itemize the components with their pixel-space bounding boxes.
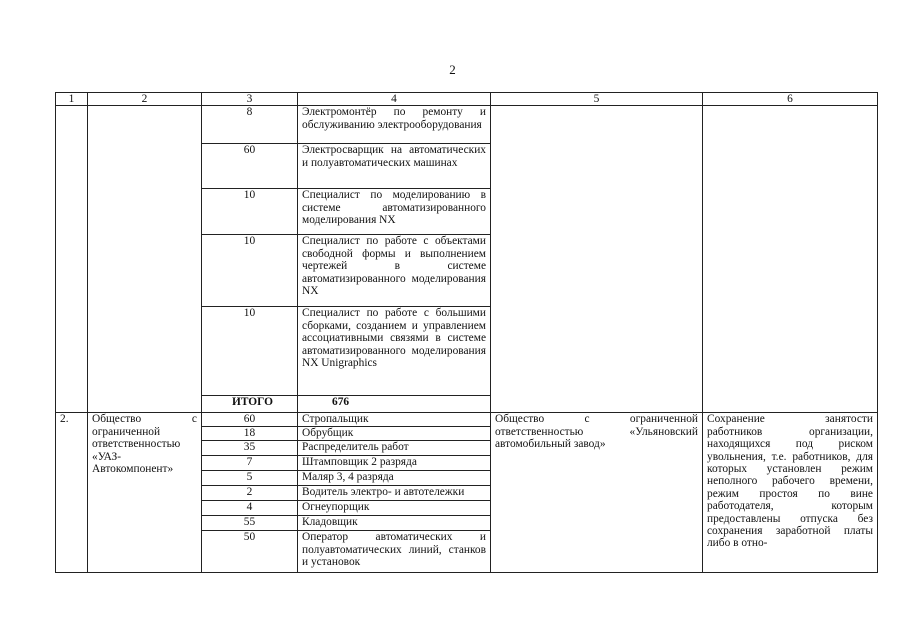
partner-cell [491, 106, 703, 413]
profession-cell: Маляр 3, 4 разряда [298, 471, 491, 486]
count-cell: 2 [202, 486, 298, 501]
count-cell: 60 [202, 144, 298, 189]
profession-cell: Оператор автоматических и полуавтоматических линий, станков и установок [298, 531, 491, 573]
count-cell: 10 [202, 307, 298, 396]
count-cell: 60 [202, 413, 298, 427]
organization-cell: Общество с ограниченной ответственностью «УАЗ-Автокомпонент» [88, 413, 202, 573]
organization-cell [88, 106, 202, 413]
partner-cell: Общество с ограниченной ответственностью «Ульяновский автомобильный завод» [491, 413, 703, 573]
purpose-cell: Сохранение занятости работников организации, находящихся под риском увольнения, т.е. работников, для которых установлен режим неполного рабочего времени, режим простоя по вине работодателя, которым предоставлены отпуска без сохранения заработной платы либо в отно- [703, 413, 878, 573]
header-cell: 5 [491, 93, 703, 106]
count-cell: 4 [202, 501, 298, 516]
profession-cell: Водитель электро- и автотележки [298, 486, 491, 501]
profession-cell: Кладовщик [298, 516, 491, 531]
count-cell: 55 [202, 516, 298, 531]
header-cell: 4 [298, 93, 491, 106]
table-row [56, 413, 878, 427]
count-cell: 50 [202, 531, 298, 573]
count-cell: 18 [202, 427, 298, 441]
header-row [56, 93, 878, 106]
professions-table [55, 92, 878, 573]
purpose-cell [703, 106, 878, 413]
count-cell: 10 [202, 235, 298, 307]
table-row [56, 106, 878, 144]
profession-cell: Обрубщик [298, 427, 491, 441]
profession-cell: Специалист по работе с большими сборками, созданием и управлением ассоциативными связями в системе автоматизированного моделирования NX Unigraphics [298, 307, 491, 396]
count-cell: 35 [202, 441, 298, 456]
total-label: ИТОГО [202, 396, 298, 413]
profession-cell: Огнеупорщик [298, 501, 491, 516]
count-cell: 7 [202, 456, 298, 471]
header-cell: 3 [202, 93, 298, 106]
entry-number: 2. [56, 413, 88, 573]
header-cell: 1 [56, 93, 88, 106]
profession-cell: Специалист по работе с объектами свободной формы и выполнением чертежей в системе автоматизированного моделирования NX [298, 235, 491, 307]
page-number: 2 [449, 62, 456, 77]
header-cell: 6 [703, 93, 878, 106]
profession-cell: Штамповщик 2 разряда [298, 456, 491, 471]
profession-cell: Стропальщик [298, 413, 491, 427]
profession-cell: Распределитель работ [298, 441, 491, 456]
count-cell: 5 [202, 471, 298, 486]
header-cell: 2 [88, 93, 202, 106]
count-cell: 10 [202, 189, 298, 235]
total-value: 676 [298, 396, 491, 413]
profession-cell: Специалист по моделированию в системе автоматизированного моделирования NX [298, 189, 491, 235]
profession-cell: Электросварщик на автоматических и полуавтоматических машинах [298, 144, 491, 189]
number-cell [56, 106, 88, 413]
profession-cell: Электромонтёр по ремонту и обслуживанию электрооборудования [298, 106, 491, 144]
count-cell: 8 [202, 106, 298, 144]
